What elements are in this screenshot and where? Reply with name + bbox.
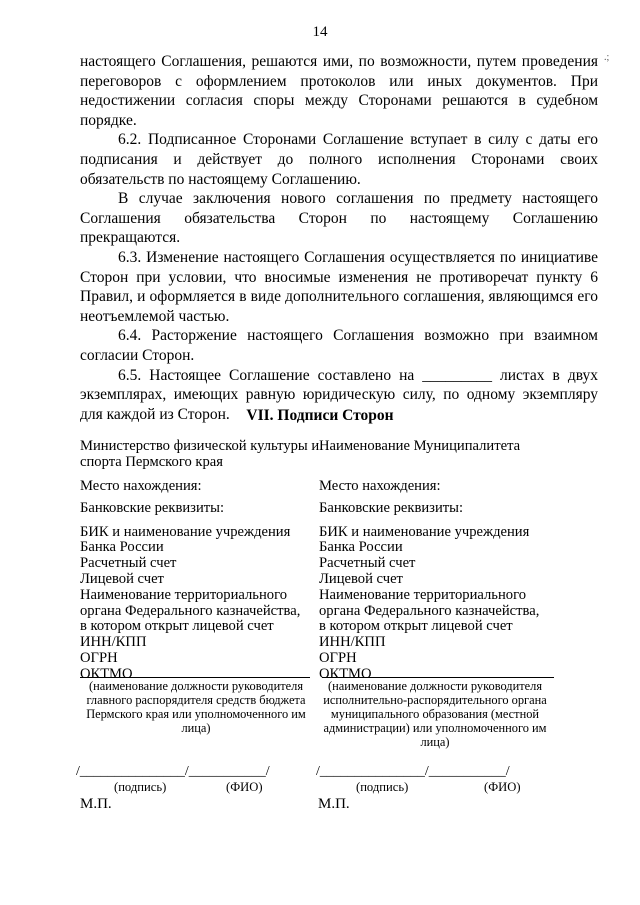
party-org: Министерство физической культуры и спорта Пермского края — [80, 438, 320, 470]
detail-line: Расчетный счет — [80, 555, 177, 572]
right-party — [319, 439, 569, 683]
agreement-body — [80, 52, 598, 424]
detail-line: в котором открыт лицевой счет — [80, 618, 274, 635]
detail-line: Лицевой счет — [80, 570, 164, 587]
detail-line: ИНН/КПП — [80, 634, 147, 651]
detail-line: Лицевой счет — [319, 570, 403, 587]
detail-line: ОКТМО — [80, 665, 133, 682]
position-line — [80, 677, 310, 678]
page-number: 14 — [312, 24, 328, 40]
left-party — [80, 439, 330, 683]
location-label: Место нахождения: — [80, 478, 202, 494]
detail-line: Банка России — [80, 539, 164, 556]
paragraph: 6.4. Расторжение настоящего Соглашения возможно при взаимном согласии Сторон. — [80, 327, 598, 364]
detail-line: ОГРН — [80, 649, 118, 666]
bank-label: Банковские реквизиты: — [80, 499, 224, 516]
detail-line: БИК и наименование учреждения — [80, 523, 291, 540]
bank-label: Банковские реквизиты: — [319, 499, 463, 516]
stamp-placeholder: М.П. — [80, 796, 112, 812]
detail-line: органа Федерального казначейства, — [319, 602, 540, 619]
detail-line: Наименование территориального — [80, 586, 287, 603]
position-caption: (наименование должности руководителя исполнительно-распорядительного органа муниципального образования (местной администрации) или уполномоченного им лица) — [323, 679, 547, 749]
detail-line: БИК и наименование учреждения — [319, 523, 530, 540]
name-label: (ФИО) — [484, 780, 521, 794]
paragraph: настоящего Соглашения, решаются ими, по возможности, путем проведения переговоров с оформлением протоколов или иных документов. При недостижении согласия споры между Сторонами решаются в судебном порядке. — [80, 53, 598, 129]
corner-mark: .; — [604, 52, 610, 63]
detail-line: ОКТМО — [319, 665, 372, 682]
paragraph: В случае заключения нового соглашения по предмету настоящего Соглашения обязательства Сторон по настоящему Соглашению прекращаются. — [80, 190, 598, 247]
signature-label: (подпись) — [114, 780, 167, 794]
position-caption: (наименование должности руководителя главного распорядителя средств бюджета Пермского края или уполномоченного им лица) — [86, 679, 306, 735]
detail-line: Наименование территориального — [319, 586, 526, 603]
detail-line: ОГРН — [319, 649, 357, 666]
position-line — [322, 677, 554, 678]
signature-line: /_______________/___________/ — [316, 764, 510, 779]
detail-line: Банка России — [319, 539, 403, 556]
paragraph: 6.5. Настоящее Соглашение составлено на _________ листах в двух экземплярах, имеющих равную юридическую силу, по одному экземпляру для каждой из Сторон. — [80, 366, 598, 423]
detail-line: Расчетный счет — [319, 555, 416, 572]
location-label: Место нахождения: — [319, 478, 441, 494]
detail-line: ИНН/КПП — [319, 634, 386, 651]
party-org: Наименование Муниципалитета — [319, 438, 521, 454]
signature-label: (подпись) — [356, 780, 409, 794]
name-label: (ФИО) — [226, 780, 263, 794]
paragraph: 6.2. Подписанное Сторонами Соглашение вступает в силу с даты его подписания и действует до полного исполнения Сторонами своих обязательств по настоящему Соглашению. — [80, 131, 598, 188]
detail-line: органа Федерального казначейства, — [80, 602, 301, 619]
paragraph: 6.3. Изменение настоящего Соглашения осуществляется по инициативе Сторон при условии, что вносимые изменения не противоречат пункту 6 Правил, и оформляется в виде дополнительного соглашения, являющимся его неотъемлемой частью. — [80, 248, 598, 325]
signature-line: /_______________/___________/ — [76, 764, 270, 779]
section-title: VII. Подписи Сторон — [246, 407, 394, 424]
detail-line: в котором открыт лицевой счет — [319, 618, 513, 635]
stamp-placeholder: М.П. — [318, 796, 350, 812]
